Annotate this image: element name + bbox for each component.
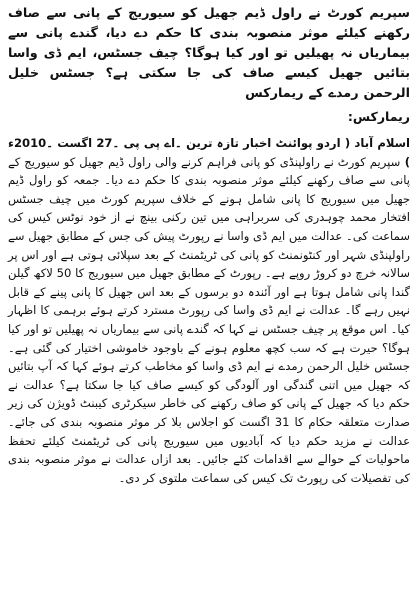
article-dateline: اسلام آباد ( اردو پوائنٹ اخبار تازہ ترین ۔اے پی پی ۔27 اگست ۔2010ء ) (8, 136, 411, 169)
remarks-subheading: ریمارکس: (347, 109, 410, 124)
article-body (8, 134, 410, 487)
article-headline: سپریم کورٹ نے راول ڈیم جھیل کو سیوریج کے پانی سے صاف رکھنے کیلئے موثر منصوبہ بندی کا حکم دے دیا، گندے پانی سے بیماریاں نہ پھیلیں تو اور کیا ہوگا؟ چیف جسٹس، ایم ڈی واسا بتائیں جھیل کیسے صاف کی جا سکتی ہے؟ جسٹس خلیل الرحمن رمدے کے ریمارکس (8, 6, 410, 101)
article-body-text: سپریم کورٹ نے راولپنڈی کو پانی فراہم کرنے والی راول ڈیم جھیل کو سیوریج کے پانی سے صاف رکھنے کیلئے موثر منصوبہ بندی کا حکم دے دیا۔ جمعہ کو راول ڈیم جھیل میں سیوریج کا پانی شامل ہونے کے خلاف سپریم کورٹ میں چیف جسٹس افتخار محمد چوہدری کی سربراہی میں تین رکنی بینچ نے از خود نوٹس کیس کی سماعت کی۔ عدالت میں ایم ڈی واسا نے رپورٹ پیش کی جس کے مطابق جھیل سے راولپنڈی شہر اور کنٹونمنٹ کو پانی کی ٹریٹمنٹ کے بعد سپلائی ہوتی ہے اور اس پر سالانہ خرچ دو کروڑ روپے ہے۔ رپورٹ کے مطابق جھیل میں سیوریج کا 50 لاکھ گیلن گندا پانی شامل ہوتا ہے اور آئندہ دو برسوں کے بعد اس جھیل کا پانی پینے کے قابل نہیں رہے گا۔ عدالت نے ایم ڈی واسا کی رپورٹ مسترد کرتے ہوئے برہمی کا اظہار کیا۔ اس موقع پر چیف جسٹس نے کہا کہ گندے پانی سے بیماریاں نہ پھیلیں تو اور کیا ہوگا؟ حیرت ہے کہ سب کچھ معلوم ہونے کے باوجود خاموشی اختیار کی گئی ہے۔ جسٹس خلیل الرحمن رمدے نے ایم ڈی واسا کو مخاطب کرتے ہوئے کہا کہ آپ بتائیں کہ جھیل میں اتنی گندگی اور آلودگی کو کیسے صاف کیا جا سکتا ہے؟ عدالت نے حکم دیا کہ جھیل کے پانی کو صاف رکھنے کی خاطر سیکرٹری کیبنٹ ڈویژن کی زیر صدارت متعلقہ حکام کا 31 اگست کو اجلاس بلا کر موثر منصوبہ بندی کی جائے۔ عدالت نے مزید حکم دیا کہ آبادیوں میں سیوریج پانی کی ٹریٹمنٹ کیلئے تحفظ ماحولیات کے حوالے سے اقدامات کئے جائیں۔ بعد ازاں عدالت نے موثر منصوبہ بندی کی تفصیلات کی رپورٹ تک کیس کی سماعت ملتوی کر دی۔ (8, 154, 410, 485)
